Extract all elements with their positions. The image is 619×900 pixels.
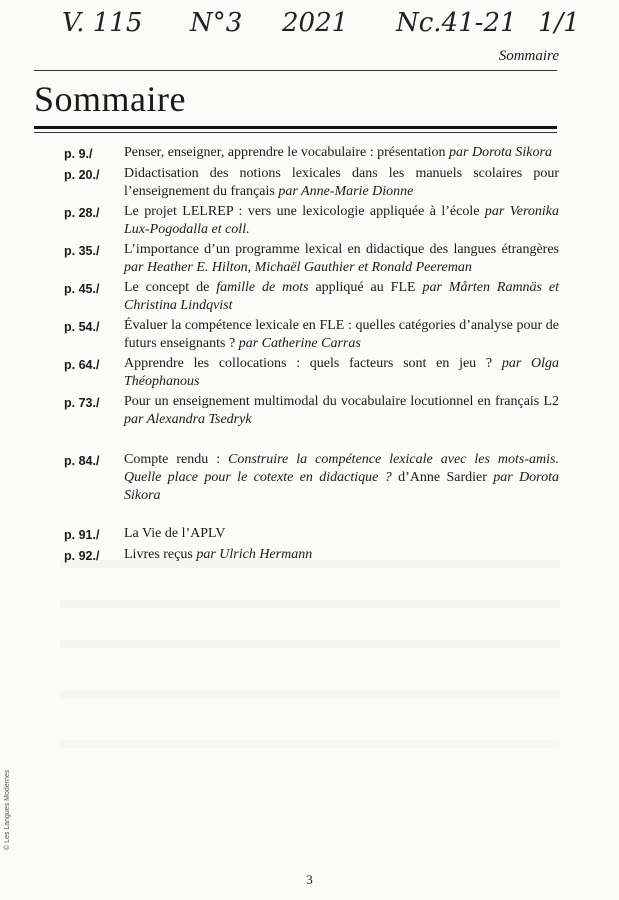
toc-page-ref: p. 20./ (64, 168, 100, 182)
table-of-contents (64, 144, 559, 567)
show-through (60, 640, 560, 648)
toc-title: Compte rendu : Construire la compétence lexicale avec les mots-amis. Quelle place pour le cotexte en didactique ? d’Anne Sardier par Dorota Sikora (124, 452, 559, 503)
toc-title: La Vie de l’APLV (124, 526, 226, 541)
page-number: 3 (306, 872, 313, 887)
toc-entry[interactable] (64, 241, 559, 277)
toc-author: par Catherine Carras (238, 336, 361, 351)
header-divider (34, 70, 557, 71)
toc-title: Livres reçus par Ulrich Hermann (124, 547, 313, 562)
toc-author: par Dorota Sikora (124, 470, 559, 503)
toc-title: Le projet LELREP : vers une lexicologie appliquée à l’école par Veronika Lux-Pogodalla et coll. (124, 204, 559, 237)
handwritten-year: 2021 (282, 8, 349, 38)
toc-title: Pour un enseignement multimodal du vocabulaire locutionnel en français L2 par Alexandra Tsedryk (124, 394, 559, 427)
toc-page-ref: p. 91./ (64, 528, 100, 542)
toc-page-ref: p. 45./ (64, 282, 100, 296)
toc-page-ref: p. 73./ (64, 396, 100, 410)
toc-title: Apprendre les collocations : quels facteurs sont en jeu ? par Olga Théophanous (124, 356, 559, 389)
show-through (60, 690, 560, 698)
toc-entry[interactable] (64, 203, 559, 239)
toc-title: Penser, enseigner, apprendre le vocabulaire : présentation par Dorota Sikora (124, 145, 552, 160)
toc-page-ref: p. 35./ (64, 244, 100, 258)
toc-entry[interactable] (64, 355, 559, 391)
handwritten-annotation (0, 6, 619, 46)
toc-title: Didactisation des notions lexicales dans les manuels scolaires pour l’enseignement du français par Anne-Marie Dionne (124, 166, 559, 199)
toc-page-ref: p. 64./ (64, 358, 100, 372)
toc-entry[interactable] (64, 144, 559, 163)
toc-author: par Ulrich Hermann (196, 547, 313, 562)
title-rule-thick (34, 126, 557, 129)
running-head: Sommaire (498, 48, 559, 64)
toc-title: Le concept de famille de mots appliqué au FLE par Mårten Ramnäs et Christina Lindqvist (124, 280, 559, 313)
toc-entry[interactable] (64, 393, 559, 429)
toc-author: par Anne-Marie Dionne (278, 184, 414, 199)
handwritten-code: Nc.41-21 (396, 8, 517, 38)
toc-author: par Alexandra Tsedryk (124, 412, 252, 427)
handwritten-number: N°3 (190, 8, 243, 38)
page-title: Sommaire (34, 79, 186, 119)
toc-entry[interactable] (64, 279, 559, 315)
toc-entry[interactable] (64, 546, 559, 565)
toc-title: L’importance d’un programme lexical en didactique des langues étrangères par Heather E. Hilton, Michaël Gauthier et Ronald Peereman (124, 242, 559, 275)
toc-title: Évaluer la compétence lexicale en FLE : quelles catégories d’analyse pour de futurs enseignants ? par Catherine Carras (124, 318, 559, 351)
show-through (60, 740, 560, 748)
toc-author: par Dorota Sikora (449, 145, 552, 160)
toc-entry[interactable] (64, 317, 559, 353)
toc-page-ref: p. 92./ (64, 549, 100, 563)
toc-author: par Heather E. Hilton, Michaël Gauthier et Ronald Peereman (124, 260, 472, 275)
toc-page-ref: p. 28./ (64, 206, 100, 220)
toc-entry[interactable] (64, 451, 559, 505)
show-through (60, 600, 560, 608)
toc-author: par Mårten Ramnäs et Christina Lindqvist (124, 280, 559, 313)
toc-author: par Veronika Lux-Pogodalla et coll. (124, 204, 559, 237)
copyright-notice: © Les Langues Modernes (4, 769, 11, 850)
toc-author: par Olga Théophanous (124, 356, 559, 389)
title-rule-thin (34, 132, 557, 133)
toc-page-ref: p. 84./ (64, 454, 100, 468)
toc-page-ref: p. 54./ (64, 320, 100, 334)
handwritten-fraction: 1/1 (538, 8, 580, 38)
toc-entry[interactable] (64, 525, 559, 544)
handwritten-volume: V. 115 (62, 8, 143, 38)
toc-entry[interactable] (64, 165, 559, 201)
toc-page-ref: p. 9./ (64, 147, 93, 161)
